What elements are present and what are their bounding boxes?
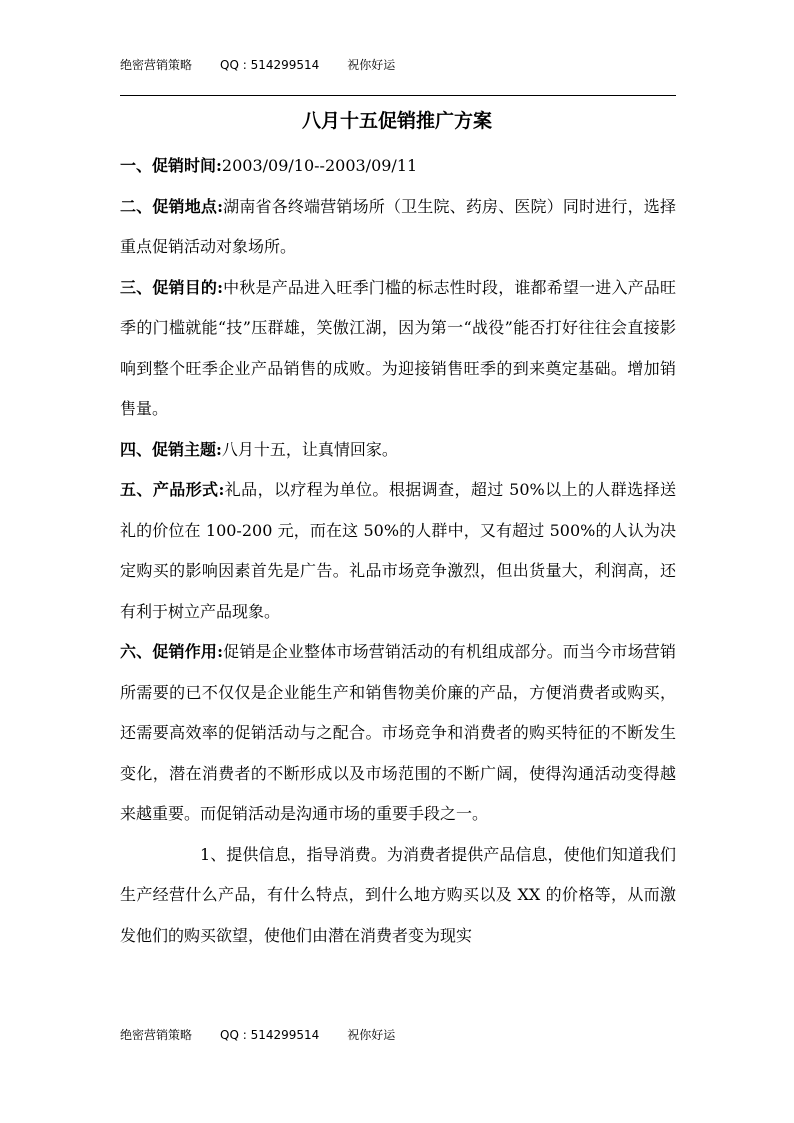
section-text: 湖南省各终端营销场所（卫生院、药房、医院）同时进行，选择重点促销活动对象场所。 xyxy=(120,196,676,256)
item-1-paragraph: 1、提供信息，指导消费。为消费者提供产品信息，使他们知道我们生产经营什么产品，有什么特点，到什么地方购买以及 XX 的价格等，从而激发他们的购买欲望，使他们由潜在消费者变为现实 xyxy=(120,844,676,945)
page-header xyxy=(120,56,423,73)
section-purpose xyxy=(120,268,676,430)
section-label: 五、产品形式: xyxy=(120,480,225,499)
page-footer xyxy=(120,1026,423,1043)
section-text: 八月十五，让真情回家。 xyxy=(221,439,398,459)
section-label: 三、促销目的: xyxy=(120,277,223,297)
section-location xyxy=(120,187,676,268)
section-label: 二、促销地点: xyxy=(120,196,223,216)
document-title: 八月十五促销推广方案 xyxy=(301,110,492,132)
document-body xyxy=(120,146,676,956)
header-company: 绝密营销策略 xyxy=(120,58,193,72)
section-label: 一、促销时间: xyxy=(120,156,222,175)
footer-qq: QQ : 514299514 xyxy=(220,1028,320,1042)
section-text: 2003/09/10--2003/09/11 xyxy=(221,156,418,175)
header-wish: 祝你好运 xyxy=(347,58,396,72)
section-text: 礼品，以疗程为单位。根据调查，超过 50%以上的人群选择送礼的价位在 100-200 元，而在这 50%的人群中，又有超过 500%的人认为决定购买的影响因素首先是广告。礼品市场竞争激烈，但出货量大，利润高，还有利于树立产品现象。 xyxy=(120,480,676,621)
header-divider xyxy=(120,95,676,96)
footer-wish: 祝你好运 xyxy=(347,1028,396,1042)
section-label: 六、促销作用: xyxy=(120,642,223,661)
section-theme xyxy=(120,430,676,471)
section-time xyxy=(120,146,676,187)
footer-company: 绝密营销策略 xyxy=(120,1028,193,1042)
section-product-form xyxy=(120,470,676,632)
section-text: 中秋是产品进入旺季门槛的标志性时段，谁都希望一进入产品旺季的门槛就能“技”压群雄，笑傲江湖，因为第一“战役”能否打好往往会直接影响到整个旺季企业产品销售的成败。为迎接销售旺季的到来奠定基础。增加销售量。 xyxy=(120,277,676,418)
section-effect xyxy=(120,632,676,835)
section-text: 促销是企业整体市场营销活动的有机组成部分。而当今市场营销所需要的已不仅仅是企业能生产和销售物美价廉的产品，方便消费者或购买，还需要高效率的促销活动与之配合。市场竞争和消费者的购买特征的不断发生变化，潜在消费者的不断形成以及市场范围的不断广阔，使得沟通活动变得越来越重要。而促销活动是沟通市场的重要手段之一。 xyxy=(120,642,676,823)
header-qq: QQ : 514299514 xyxy=(220,58,320,72)
section-label: 四、促销主题: xyxy=(120,439,222,459)
